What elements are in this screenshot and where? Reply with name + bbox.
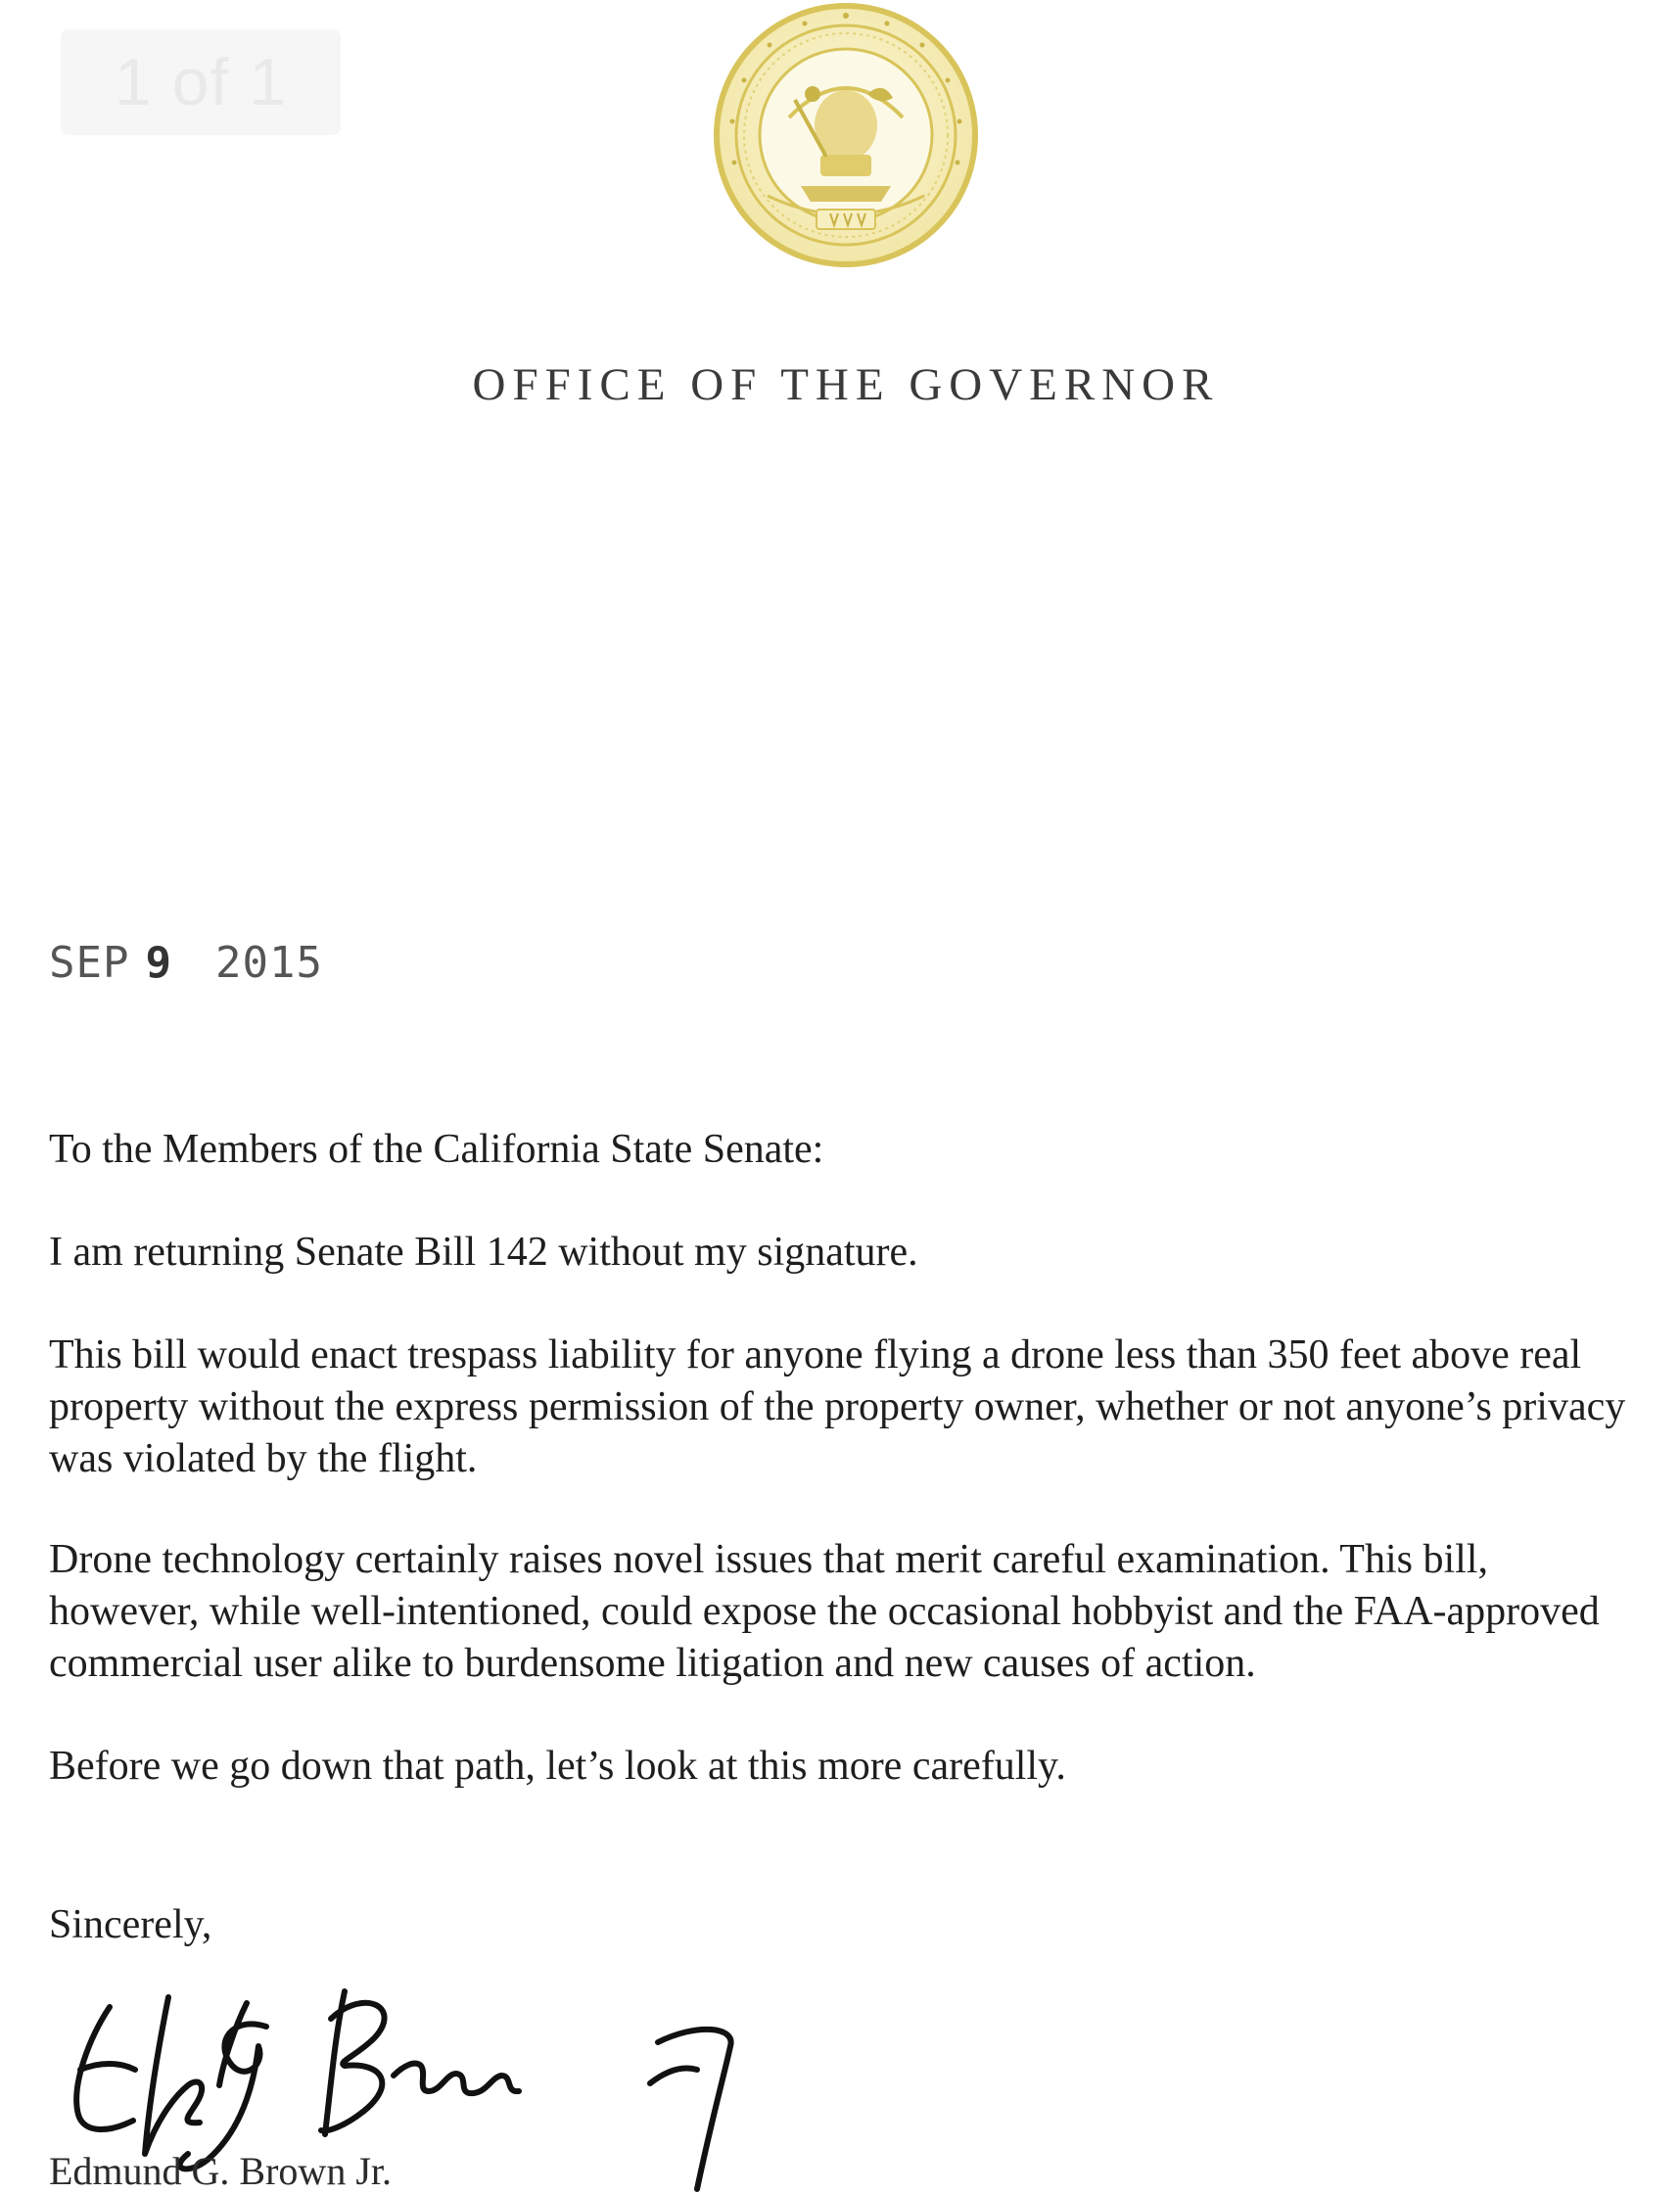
- office-title: OFFICE OF THE GOVERNOR: [472, 359, 1220, 410]
- salutation: To the Members of the California State Senate:: [49, 1127, 824, 1172]
- closing: Sincerely,: [49, 1902, 212, 1947]
- paragraph-2: This bill would enact trespass liability for anyone flying a drone less than 350 feet above real property without the express permission of the property owner, whether or not anyone’s privacy was violated by the flight.: [49, 1332, 1626, 1481]
- paragraph-4: Before we go down that path, let’s look at this more carefully.: [49, 1744, 1066, 1789]
- date-month: SEP: [49, 938, 130, 988]
- paragraph-1: I am returning Senate Bill 142 without my signature.: [49, 1230, 918, 1275]
- page-indicator: 1 of 1: [61, 29, 341, 135]
- date-day: 9: [145, 938, 172, 988]
- paragraph-3: Drone technology certainly raises novel issues that merit careful examination. This bill, however, while well-intentioned, could expose the occasional hobbyist and the FAA-approved commercial user alike to burdensome litigation and new causes of action.: [49, 1537, 1600, 1686]
- date-year: 2015: [214, 938, 323, 988]
- date-stamp: [49, 938, 323, 988]
- california-senate-seal-icon: [711, 0, 981, 270]
- signer-name: Edmund G. Brown Jr.: [49, 2149, 392, 2193]
